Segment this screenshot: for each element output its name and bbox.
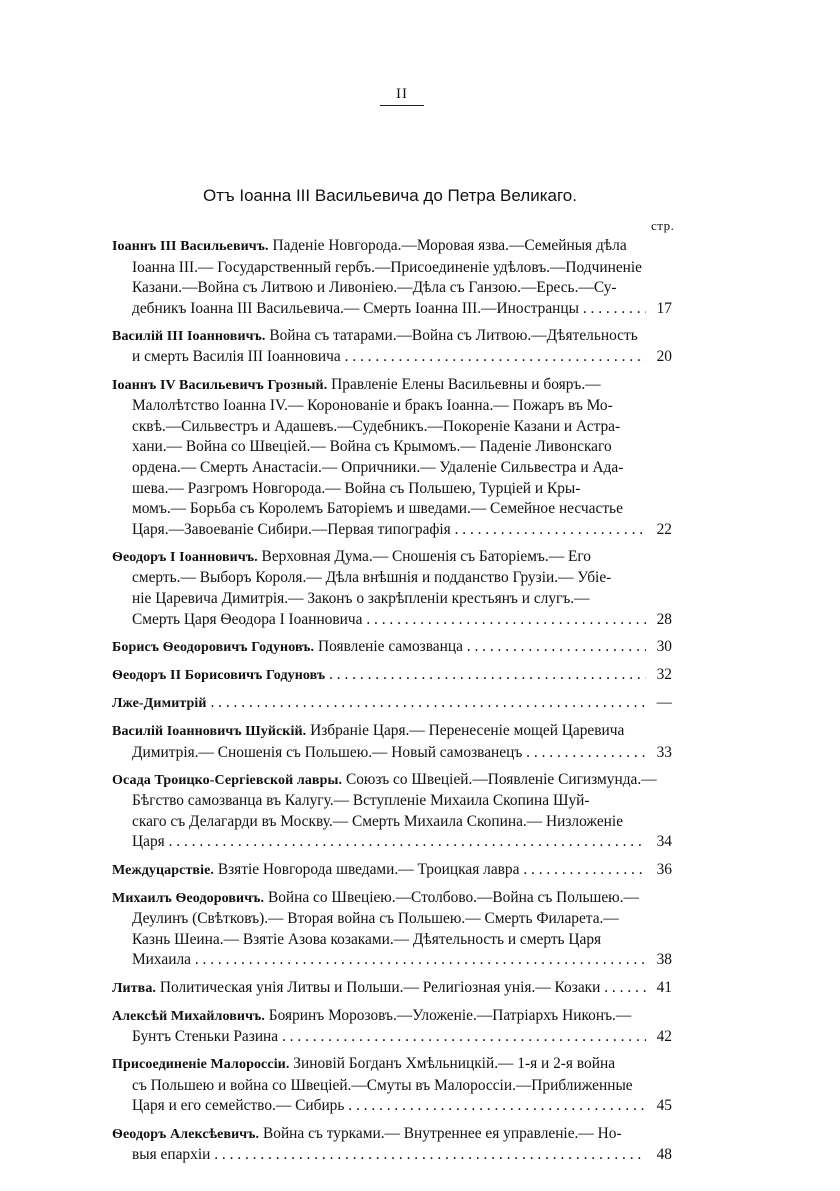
toc-entry: [112, 547, 672, 630]
toc-entry-text: и смерть Василія III Іоанновича: [132, 348, 345, 366]
toc-entry-line: [112, 375, 672, 397]
toc-entry-text: Война со Швеціею.—Столбово.—Война съ Польшею.—: [264, 888, 639, 906]
toc-entry: [112, 888, 672, 971]
toc-entry: [112, 770, 672, 853]
toc-entry-text: ордена.— Смерть Анастасіи.— Опричники.— Удаленіе Сильвестра и Ада-: [132, 458, 624, 476]
toc-entry-page: 48: [646, 1145, 672, 1166]
toc-entry-heading: Ѳеодоръ II Борисовичъ Годуновъ: [112, 667, 326, 683]
toc-entry-heading: Лже-Димитрій: [112, 695, 207, 711]
toc-entry-text: Михаила: [132, 951, 195, 969]
toc-entry-heading: Іоаннъ III Васильевичъ.: [112, 239, 269, 254]
toc-entry-line: [112, 326, 672, 348]
toc-entry: [112, 665, 672, 687]
toc-entry-text: Малолѣтство Іоанна IV.— Коронованіе и бракъ Іоанна.— Пожаръ въ Мо-: [132, 397, 613, 415]
toc-entry-text: смерть.— Выборъ Короля.— Дѣла внѣшнія и подданство Грузіи.— Убіе-: [132, 569, 612, 587]
toc-entry-heading: Ѳеодоръ I Іоанновичъ.: [112, 549, 258, 565]
toc-entry-text: съ Польшею и война со Швеціей.—Смуты въ Малороссіи.—Приближенные: [132, 1076, 633, 1094]
toc-entry-line: [112, 721, 672, 743]
toc-entry-text: Бунтъ Стеньки Разина: [132, 1028, 282, 1046]
toc-entry-page: 42: [646, 1027, 672, 1048]
toc-entry-text: Деулинъ (Свѣтковъ).— Вторая война съ Польшею.— Смерть Филарета.—: [132, 910, 619, 928]
toc-entry-text: момъ.— Борьба съ Королемъ Баторіемъ и шведами.— Семейное несчастье: [132, 500, 623, 518]
toc-entry-line: [112, 258, 672, 279]
toc-entry-line: [112, 417, 672, 438]
toc-entry-text: Взятіе Новгорода шведами.— Троицкая лавра: [213, 860, 524, 878]
toc-entry-text: скаго съ Делагарди въ Москву.— Смерть Михаила Скопина.— Низложеніе: [132, 812, 624, 830]
toc-entry-line: [112, 1006, 672, 1028]
toc-entry-line: [112, 610, 672, 631]
toc-entry: [112, 1006, 672, 1048]
toc-entry-text: выя епархіи: [132, 1146, 215, 1164]
toc-entry-text: Война съ татарами.—Война съ Литвою.—Дѣятельность: [265, 326, 638, 344]
toc-entry-text: Казнь Шеина.— Взятіе Азова козаками.— Дѣятельность и смерть Царя: [132, 930, 602, 948]
toc-entry-line: [112, 458, 672, 479]
page-title: Отъ Іоанна III Васильевича до Петра Великаго.: [203, 186, 577, 205]
toc-entry-line: [112, 930, 672, 951]
toc-entry-line: [112, 909, 672, 930]
toc-entry-heading: Михаилъ Ѳеодоровичъ.: [112, 890, 265, 906]
toc-entry-page: 28: [646, 610, 672, 631]
toc-entry-text: шева.— Разгромъ Новгорода.— Война съ Польшею, Турціей и Кры-: [132, 479, 581, 497]
toc-entry-text: Бояринъ Морозовъ.—Уложеніе.—Патріархъ Никонъ.—: [264, 1006, 632, 1024]
toc-entry-text: Война съ турками.— Внутреннее ея управленіе.— Но-: [259, 1124, 622, 1142]
toc-entry-text: [207, 694, 211, 711]
toc-entry-line: [112, 1027, 672, 1048]
toc-entry-heading: Присоединеніе Малороссіи.: [112, 1057, 290, 1073]
toc-entry-page: 45: [646, 1096, 672, 1117]
toc-entry: [112, 637, 672, 659]
toc-entry-line: [112, 1096, 672, 1117]
toc-entry-line: [112, 1124, 672, 1146]
toc-entry-text: Царя: [132, 833, 169, 851]
toc-entry-line: [112, 832, 672, 853]
toc-entry-page: 30: [646, 637, 672, 658]
toc-entry: [112, 721, 672, 763]
toc-entry-text: сквѣ.—Сильвестръ и Адашевъ.—Судебникъ.—Покореніе Казани и Астра-: [132, 417, 621, 435]
toc-entry-line: [112, 1076, 672, 1097]
page-column-label: стр.: [651, 218, 675, 233]
toc-entry-line: [112, 743, 672, 764]
toc-entry: [112, 1124, 672, 1166]
toc-entry-page: 36: [646, 860, 672, 881]
toc-entry: [112, 375, 672, 541]
toc-entry-line: [112, 278, 672, 299]
toc-entry-text: [325, 666, 329, 683]
toc-entry-page: 17: [646, 299, 672, 320]
toc-entry-text: ніе Царевича Димитрія.— Законъ о закрѣпленіи крестьянъ и слугъ.—: [132, 590, 590, 607]
toc-entry-text: Избраніе Царя.— Перенесеніе мощей Царевича: [306, 721, 625, 739]
toc-entry: [112, 978, 672, 1000]
toc-entry-line: [112, 547, 672, 569]
toc-entry-line: [112, 479, 672, 500]
toc-entry-text: Зиновій Богданъ Хмѣльницкій.— 1-я и 2-я война: [289, 1055, 616, 1073]
toc-entry-heading: Василій III Іоанновичъ.: [112, 328, 266, 344]
toc-entry-text: Паденіе Новгорода.—Моровая язва.—Семейныя дѣла: [268, 237, 627, 254]
toc-entry: [112, 860, 672, 882]
toc-entry-line: [112, 978, 672, 1000]
toc-entry-heading: Осада Троицко-Сергіевской лавры.: [112, 772, 343, 788]
toc-entry: [112, 236, 672, 319]
toc-entry-line: [112, 791, 672, 812]
toc-entry-text: дебникъ Іоанна III Васильевича.— Смерть Іоанна III.—Иностранцы: [132, 299, 583, 317]
toc-entry-heading: Василій Іоанновичъ Шуйскій.: [112, 723, 307, 739]
toc-entry-line: [112, 396, 672, 417]
toc-entry-page: 32: [646, 665, 672, 686]
toc-entry-line: [112, 860, 672, 882]
toc-entry: [112, 1054, 672, 1117]
toc-entry-text: Казани.—Война съ Литвою и Ливоніею.—Дѣла съ Ганзою.—Ересь.—Су-: [132, 279, 617, 297]
toc-entry-line: [112, 1054, 672, 1076]
toc-entry: [112, 693, 672, 715]
toc-entry-heading: Литва.: [112, 980, 157, 996]
toc-entry-text: Смерть Царя Ѳеодора I Іоанновича: [132, 610, 367, 628]
toc-entry-line: [112, 770, 672, 792]
toc-entry-line: [112, 888, 672, 910]
toc-entry-text: Правленіе Елены Васильевны и бояръ.—: [327, 375, 601, 393]
toc-entry-page: 22: [646, 520, 672, 541]
toc-entry-line: [112, 347, 672, 368]
toc-entry-line: [112, 499, 672, 520]
toc-entry-page: 20: [646, 347, 672, 368]
toc-entry-text: Іоанна III.— Государственный гербъ.—Присоединеніе удѣловъ.—Подчиненіе: [132, 258, 643, 276]
table-of-contents: [112, 236, 672, 1166]
toc-entry-text: Царя.—Завоеваніе Сибири.—Первая типографія: [132, 520, 455, 538]
toc-entry-page: 34: [646, 832, 672, 853]
toc-entry-line: [112, 665, 672, 687]
toc-entry-heading: Іоаннъ IV Васильевичъ Грозный.: [112, 377, 328, 393]
toc-entry-page: —: [646, 693, 672, 714]
toc-entry-line: [112, 812, 672, 833]
toc-entry-text: Бѣгство самозванца въ Калугу.— Вступленіе Михаила Скопина Шуй-: [132, 792, 590, 810]
toc-entry-text: Появленіе самозванца: [314, 637, 467, 655]
toc-entry-text: Верховная Дума.— Сношенія съ Баторіемъ.— Его: [257, 547, 592, 565]
toc-entry-line: [112, 236, 672, 258]
toc-entry-heading: Алексѣй Михайловичъ.: [112, 1008, 265, 1024]
toc-entry-text: Димитрія.— Сношенія съ Польшею.— Новый самозванецъ: [132, 743, 527, 761]
toc-entry-text: Союзъ со Швеціей.—Появленіе Сигизмунда.—: [342, 770, 657, 788]
toc-entry-heading: Междуцарствіе.: [112, 862, 214, 878]
toc-entry-line: [112, 299, 672, 320]
toc-entry-line: [112, 1145, 672, 1166]
toc-entry-page: 33: [646, 743, 672, 764]
toc-entry-line: [112, 950, 672, 971]
toc-entry-line: [112, 568, 672, 589]
toc-entry-line: [112, 637, 672, 659]
toc-entry-page: 38: [646, 950, 672, 971]
toc-entry: [112, 326, 672, 368]
toc-entry-heading: Борисъ Ѳеодоровичъ Годуновъ.: [112, 639, 315, 655]
toc-entry-page: 41: [646, 978, 672, 999]
page-number: II: [380, 86, 424, 106]
toc-entry-text: хани.— Война со Швеціей.— Война съ Крымомъ.— Паденіе Ливонскаго: [132, 438, 612, 456]
toc-entry-line: [112, 589, 672, 610]
toc-entry-heading: Ѳеодоръ Алексѣевичъ.: [112, 1126, 260, 1142]
toc-entry-line: [112, 520, 672, 541]
toc-entry-text: Политическая унія Литвы и Польши.— Религіозная унія.— Козаки: [156, 978, 605, 996]
toc-entry-line: [112, 693, 672, 715]
toc-entry-line: [112, 437, 672, 458]
toc-entry-text: Царя и его семейство.— Сибирь: [132, 1097, 349, 1115]
